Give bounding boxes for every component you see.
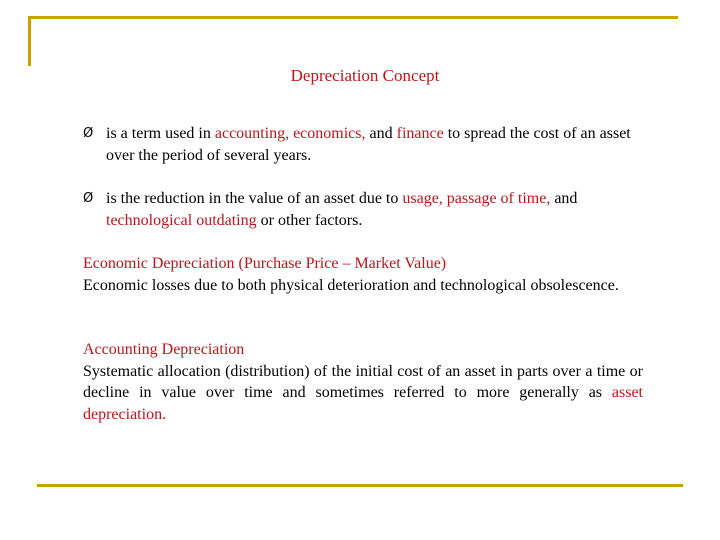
economic-depreciation-heading: Economic Depreciation (Purchase Price – Market Value) bbox=[83, 255, 447, 272]
bullet-term-definition bbox=[83, 123, 645, 167]
bullet-text: is a term used in accounting, economics, and finance to spread the cost of an asset over the period of several years. bbox=[106, 125, 631, 164]
accounting-depreciation-section bbox=[83, 339, 643, 425]
bottom-border-line bbox=[37, 484, 683, 487]
left-border-line bbox=[28, 16, 31, 66]
slide-title: Depreciation Concept bbox=[290, 66, 440, 85]
bullet-reduction-definition bbox=[83, 188, 645, 232]
accounting-depreciation-body: Systematic allocation (distribution) of the initial cost of an asset in parts over a time or decline in value over time and sometimes referred to more generally as asset depreciation. bbox=[83, 362, 643, 423]
economic-depreciation-section bbox=[83, 253, 643, 296]
arrow-bullet-icon: Ø bbox=[83, 191, 94, 206]
economic-depreciation-body: Economic losses due to both physical deterioration and technological obsolescence. bbox=[83, 276, 619, 294]
arrow-bullet-icon: Ø bbox=[83, 126, 94, 141]
accounting-depreciation-heading: Accounting Depreciation bbox=[83, 341, 245, 358]
top-border-line bbox=[30, 16, 678, 19]
bullet-text: is the reduction in the value of an asset due to usage, passage of time, and technological outdating or other factors. bbox=[106, 190, 578, 229]
